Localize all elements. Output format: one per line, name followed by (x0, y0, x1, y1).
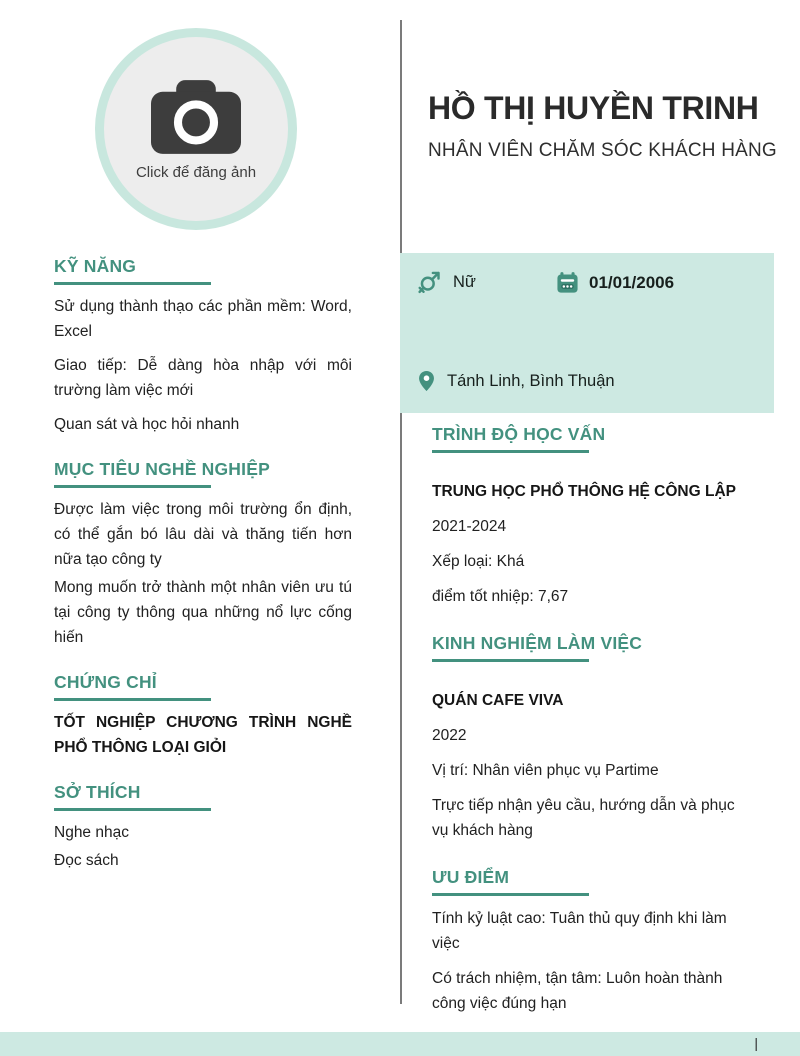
address-field (416, 369, 615, 393)
certificates-heading: CHỨNG CHỈ (54, 672, 157, 692)
hobby-item: Nghe nhạc (54, 824, 129, 841)
section-experience (432, 633, 748, 843)
photo-upload-placeholder[interactable] (95, 28, 297, 230)
birthdate-value: 01/01/2006 (589, 272, 675, 292)
section-hobbies (54, 782, 352, 873)
education-score: điểm tốt nhiệp: 7,67 (432, 588, 569, 605)
heading-underline (54, 485, 211, 488)
calendar-icon (556, 271, 579, 294)
hobby-item: Đọc sách (54, 852, 119, 869)
experience-description: Trực tiếp nhận yêu cầu, hướng dẫn và phục vụ khách hàng (432, 797, 735, 839)
heading-underline (54, 808, 211, 811)
education-school: TRUNG HỌC PHỔ THÔNG HỆ CÔNG LẬP (432, 483, 736, 500)
objective-paragraph: Được làm việc trong môi trường ổn định, có thể gắn bó lâu dài và thăng tiến hơn nữa tạo công ty (54, 501, 352, 568)
strength-item: Tính kỷ luật cao: Tuân thủ quy định khi làm việc (432, 910, 727, 952)
birthdate-field (556, 271, 674, 294)
section-skills (54, 256, 352, 437)
heading-underline (432, 450, 589, 453)
header (428, 88, 778, 162)
hobbies-heading: SỞ THÍCH (54, 782, 141, 802)
strengths-heading: ƯU ĐIỂM (432, 867, 510, 887)
certificate-item: TỐT NGHIỆP CHƯƠNG TRÌNH NGHỀ PHỔ THÔNG LOẠI GIỎI (54, 714, 352, 756)
text-cursor: | (754, 1035, 758, 1051)
education-period: 2021-2024 (432, 518, 507, 535)
skill-item: Giao tiếp: Dễ dàng hòa nhập với môi trường làm việc mới (54, 357, 352, 399)
education-grade: Xếp loại: Khá (432, 553, 525, 570)
section-education (432, 424, 748, 609)
section-objective (54, 459, 352, 650)
skill-item: Sử dụng thành thạo các phần mềm: Word, Excel (54, 298, 352, 340)
heading-underline (432, 659, 589, 662)
education-heading: TRÌNH ĐỘ HỌC VẤN (432, 424, 606, 444)
strength-item: Có trách nhiệm, tận tâm: Luôn hoàn thành công việc đúng hạn (432, 970, 723, 1012)
column-divider (400, 20, 402, 1004)
address-value: Tánh Linh, Bình Thuận (447, 371, 615, 390)
gender-icon (416, 269, 443, 296)
heading-underline (432, 893, 589, 896)
heading-underline (54, 282, 211, 285)
heading-underline (54, 698, 211, 701)
skill-item: Quan sát và học hỏi nhanh (54, 416, 240, 433)
info-row-bottom (416, 369, 764, 393)
gender-value: Nữ (453, 273, 476, 291)
job-title: NHÂN VIÊN CHĂM SÓC KHÁCH HÀNG (428, 140, 777, 161)
candidate-name: HỒ THỊ HUYỀN TRINH (428, 90, 759, 126)
skills-heading: KỸ NĂNG (54, 256, 137, 276)
info-row-top (416, 269, 764, 296)
experience-period: 2022 (432, 727, 467, 744)
location-pin-icon (416, 369, 437, 393)
experience-heading: KINH NGHIỆM LÀM VIỆC (432, 633, 643, 653)
section-strengths (432, 867, 748, 1016)
objective-paragraph: Mong muốn trở thành một nhân viên ưu tú tại công ty thông qua những nổ lực cống hiến (54, 579, 352, 646)
section-certificates (54, 672, 352, 760)
personal-info-box (400, 253, 774, 413)
right-column (432, 424, 748, 1040)
gender-field (416, 269, 556, 296)
footer-bar (0, 1032, 800, 1056)
left-column (54, 256, 352, 895)
experience-position: Vị trí: Nhân viên phục vụ Partime (432, 762, 659, 779)
objective-heading: MỤC TIÊU NGHỀ NGHIỆP (54, 459, 270, 479)
experience-company: QUÁN CAFE VIVA (432, 692, 564, 709)
photo-upload-label: Click để đăng ảnh (135, 163, 257, 181)
camera-icon (151, 80, 241, 154)
